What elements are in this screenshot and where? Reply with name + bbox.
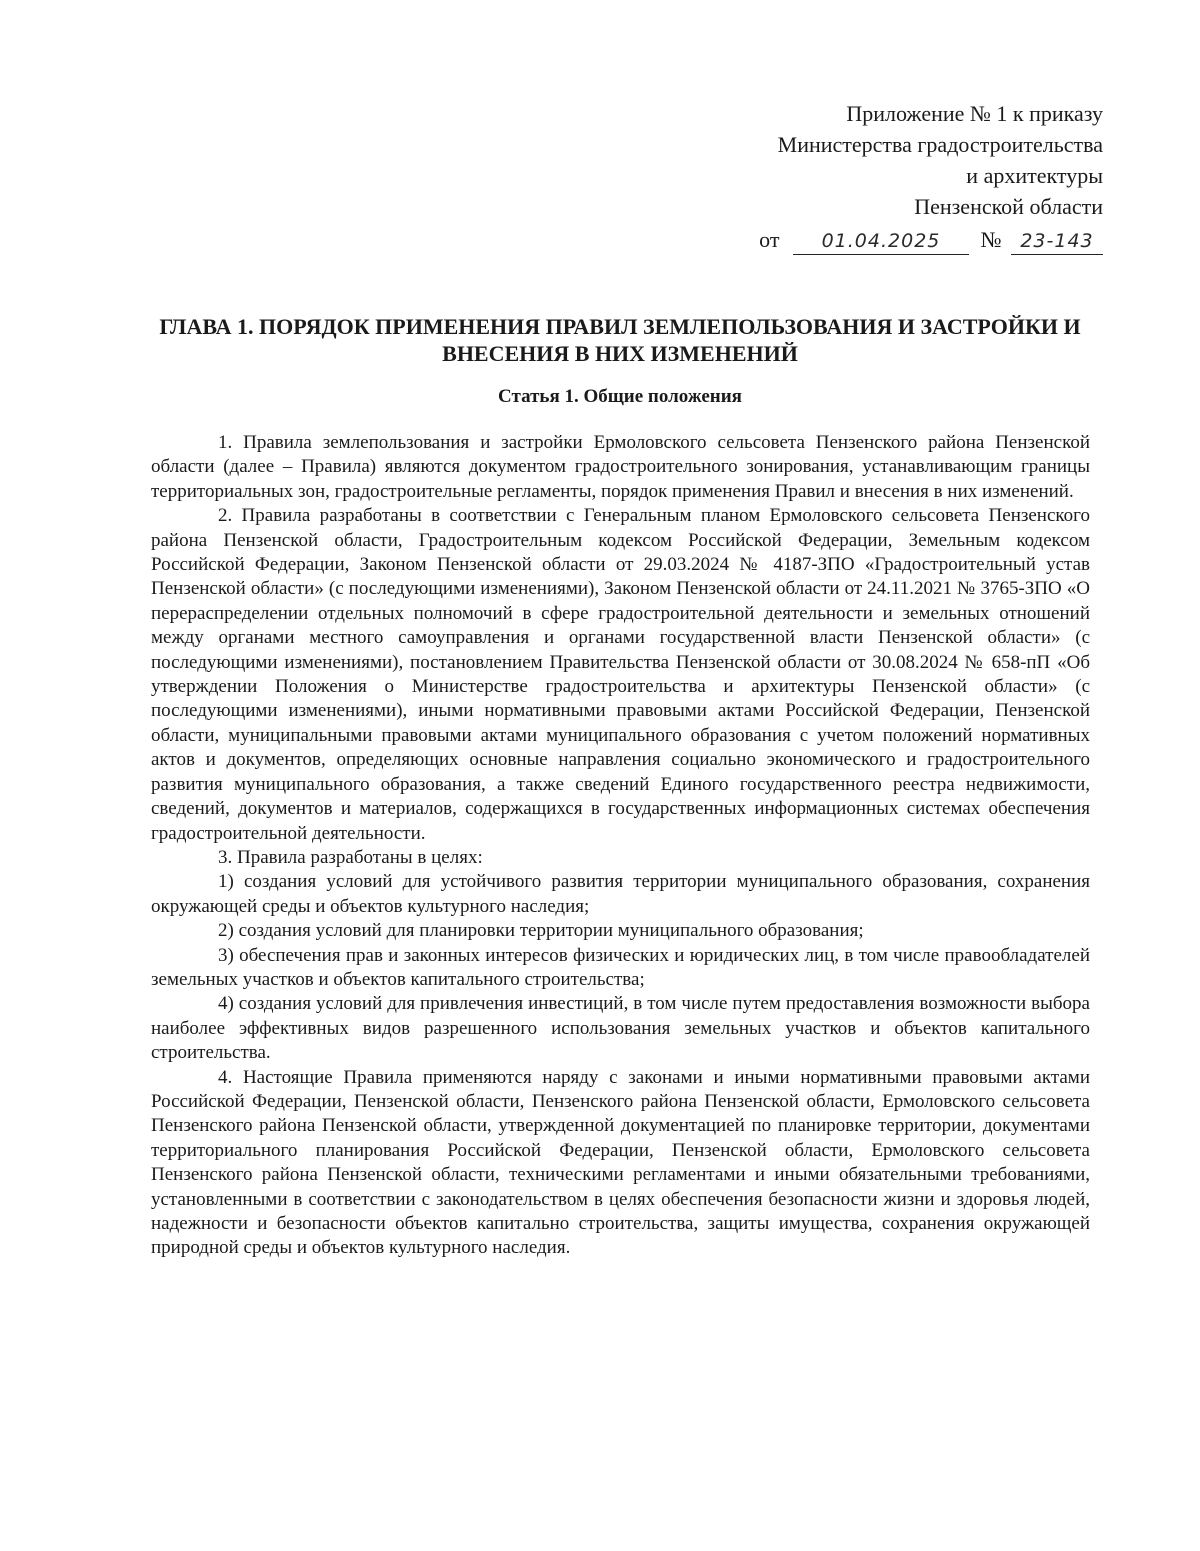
chapter-title: ГЛАВА 1. ПОРЯДОК ПРИМЕНЕНИЯ ПРАВИЛ ЗЕМЛЕПОЛЬЗОВАНИЯ И ЗАСТРОЙКИ И ВНЕСЕНИЯ В НИХ ИЗМЕНЕНИЙ: [159, 314, 1081, 366]
appendix-line: Министерства градостроительства: [777, 132, 1103, 157]
order-prefix: от: [759, 227, 780, 252]
document-body: [151, 431, 1090, 1261]
paragraph: 1. Правила землепользования и застройки Ермоловского сельсовета Пензенского района Пензенской области (далее – Правила) являются документом градостроительного зонирования, устанавливающим границы территориальных зон, градостроительные регламенты, порядок применения Правил и внесения в них изменений.: [151, 432, 1090, 502]
appendix-header: [759, 98, 1103, 255]
paragraph: 4) создания условий для привлечения инвестиций, в том числе путем предоставления возможности выбора наиболее эффективных видов разрешенного использования земельных участков и объектов капитального строительства.: [151, 993, 1090, 1064]
order-reference: [759, 224, 1103, 255]
appendix-line: Пензенской области: [914, 194, 1103, 219]
appendix-line: и архитектуры: [966, 163, 1103, 188]
paragraph: 2) создания условий для планировки территории муниципального образования;: [218, 920, 864, 942]
appendix-line: Приложение № 1 к приказу: [846, 101, 1103, 126]
order-date-handwritten: 01.04.2025: [793, 228, 969, 255]
paragraph: 1) создания условий для устойчивого развития территории муниципального образования, сохранения окружающей среды и объектов культурного наследия;: [151, 871, 1090, 917]
paragraph: 3) обеспечения прав и законных интересов физических и юридических лиц, в том числе правообладателей земельных участков и объектов капитального строительства;: [151, 944, 1090, 990]
order-number-handwritten: 23-143: [1011, 228, 1103, 255]
paragraph: 3. Правила разработаны в целях:: [218, 846, 483, 868]
paragraph: 2. Правила разработаны в соответствии с Генеральным планом Ермоловского сельсовета Пензенского района Пензенской области, Градостроительным кодексом Российской Федерации, Земельным кодексом Российской Федерации, Законом Пензенской области от 29.03.2024 № 4187-ЗПО «Градостроительный устав Пензенской области» (с последующими изменениями), Законом Пензенской области от 24.11.2021 № 3765-ЗПО «О перераспределении отдельных полномочий в сфере градостроительной деятельности и земельных отношений между органами местного самоуправления и органами государственной власти Пензенской области» (с последующими изменениями), постановлением Правительства Пензенской области от 30.08.2024 № 658-пП «Об утверждении Положения о Министерстве градостроительства и архитектуры Пензенской области» (с последующими изменениями), иными нормативными правовыми актами Российской Федерации, Пензенской области, муниципальными правовыми актами муниципального образования с учетом положений нормативных актов и документов, определяющих основные направления социально экономического и градостроительного развития муниципального образования, а также сведений Единого государственного реестра недвижимости, сведений, документов и материалов, содержащихся в государственных информационных системах обеспечения градостроительной деятельности.: [151, 505, 1090, 844]
order-number-label: №: [980, 227, 1002, 252]
paragraph: 4. Настоящие Правила применяются наряду с законами и иными нормативными правовыми актами Российской Федерации, Пензенской области, Пензенского района Пензенской области, Ермоловского сельсовета Пензенского района Пензенской области, утвержденной документацией по планировке территории, документами территориального планирования Российской Федерации, Пензенской области, Ермоловского сельсовета Пензенского района Пензенской области, техническими регламентами и иными обязательными требованиями, установленными в соответствии с законодательством в целях обеспечения безопасности жизни и здоровья людей, надежности и безопасности объектов капитально строительства, защиты имущества, сохранения окружающей природной среды и объектов культурного наследия.: [151, 1066, 1090, 1259]
article-title: Статья 1. Общие положения: [498, 386, 742, 407]
